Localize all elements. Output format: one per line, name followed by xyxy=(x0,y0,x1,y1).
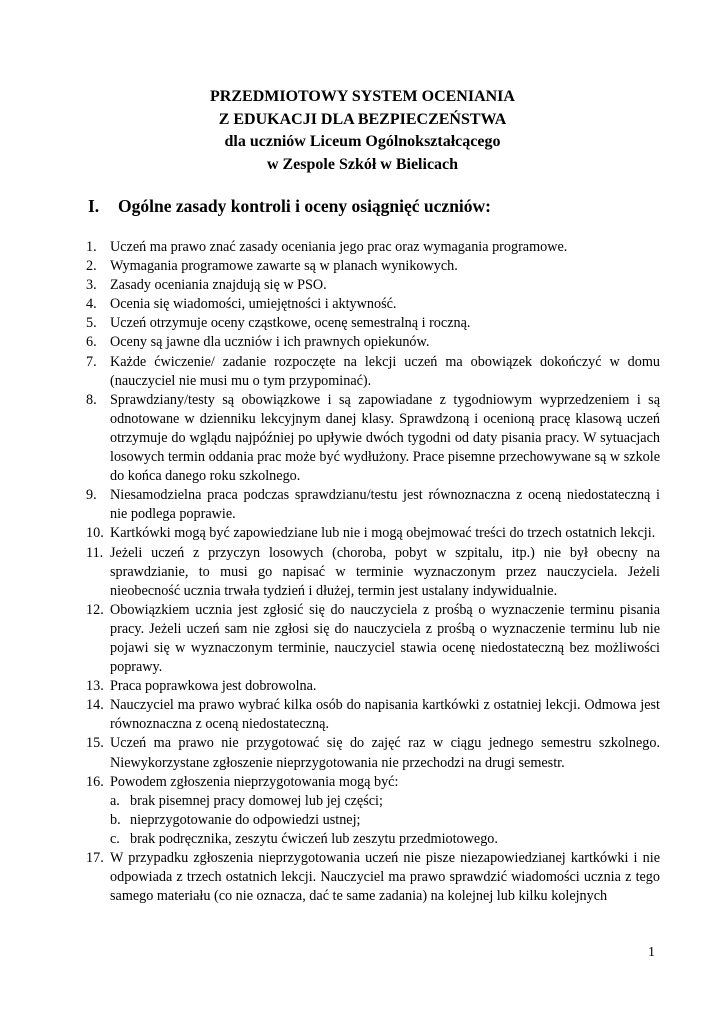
item-number: 8. xyxy=(86,391,97,408)
list-item xyxy=(86,295,660,314)
section-number: I. xyxy=(88,196,100,216)
item-number: 14. xyxy=(86,697,104,714)
list-item xyxy=(86,734,660,772)
item-text: Niesamodzielna praca podczas sprawdzianu/testu jest równoznaczna z oceną niedostateczną i nie podlega poprawie. xyxy=(110,487,660,523)
item-text: Powodem zgłoszenia nieprzygotowania mogą być: xyxy=(110,773,399,790)
section-heading-text: Ogólne zasady kontroli i oceny osiągnięć uczniów: xyxy=(118,196,492,216)
item-text: Ocenia się wiadomości, umiejętności i aktywność. xyxy=(110,296,397,313)
list-item xyxy=(86,314,660,333)
item-text: Nauczyciel ma prawo wybrać kilka osób do napisania kartkówki z ostatniej lekcji. Odmowa jest równoznaczna z oceną niedostateczną. xyxy=(110,697,660,733)
item-number: 5. xyxy=(86,315,97,332)
item-text: W przypadku zgłoszenia nieprzygotowania uczeń nie pisze niezapowiedzianej kartkówki i nie odpowiada z trzech ostatnich lekcji. Nauczyciel ma prawo sprawdzić wiadomości ucznia z tego samego materiału (co nie oznacza, dać te same zadania) na kolejnej lub kilku kolejnych xyxy=(110,850,660,905)
page-number: 1 xyxy=(648,945,655,960)
sub-item-text: nieprzygotowanie do odpowiedzi ustnej; xyxy=(130,811,361,828)
item-number: 15. xyxy=(86,735,104,752)
document-title xyxy=(0,86,725,176)
item-number: 1. xyxy=(86,239,97,255)
item-number: 4. xyxy=(86,296,97,313)
item-text: Uczeń otrzymuje oceny cząstkowe, ocenę semestralną i roczną. xyxy=(110,315,471,332)
sub-list-item xyxy=(110,830,660,849)
item-number: 10. xyxy=(86,525,104,542)
list-item xyxy=(86,524,660,543)
item-number: 16. xyxy=(86,773,104,790)
item-text: Każde ćwiczenie/ zadanie rozpoczęte na lekcji uczeń ma obowiązek dokończyć w domu (nauczyciel nie musi mu o tym przypominać). xyxy=(110,353,660,389)
item-number: 12. xyxy=(86,601,104,618)
item-number: 3. xyxy=(86,277,97,294)
item-text: Uczeń ma prawo nie przygotować się do zajęć raz w ciągu jednego semestru szkolnego. Niewykorzystane zgłoszenie nieprzygotowania nie przechodzi na drugi semestr. xyxy=(110,735,660,771)
item-number: 13. xyxy=(86,678,104,695)
list-item xyxy=(86,238,660,257)
item-number: 6. xyxy=(86,334,97,351)
list-item xyxy=(86,849,660,906)
list-item xyxy=(86,333,660,352)
list-item xyxy=(86,353,660,391)
list-item xyxy=(86,486,660,524)
item-number: 11. xyxy=(86,544,104,561)
list-item xyxy=(86,773,660,792)
item-text: Praca poprawkowa jest dobrowolna. xyxy=(110,678,317,695)
item-text: Oceny są jawne dla uczniów i ich prawnych opiekunów. xyxy=(110,334,430,351)
item-number: 9. xyxy=(86,487,97,504)
item-text: Zasady oceniania znajdują się w PSO. xyxy=(110,277,327,294)
sub-item-letter: a. xyxy=(110,792,120,809)
title-line-2: Z EDUKACJI DLA BEZPIECZEŃSTWA xyxy=(218,110,507,128)
list-item xyxy=(86,601,660,677)
item-text: Kartkówki mogą być zapowiedziane lub nie i mogą obejmować treści do trzech ostatnich lekcji. xyxy=(110,525,656,542)
sub-item-text: brak podręcznika, zeszytu ćwiczeń lub zeszytu przedmiotowego. xyxy=(130,830,498,847)
sub-item-text: brak pisemnej pracy domowej lub jej części; xyxy=(130,792,383,809)
title-line-3: dla uczniów Liceum Ogólnokształcącego xyxy=(224,133,501,150)
sub-item-letter: b. xyxy=(110,811,121,828)
item-number: 7. xyxy=(86,353,97,370)
item-number: 17. xyxy=(86,850,104,866)
section-heading xyxy=(88,196,491,217)
list-item xyxy=(86,696,660,734)
rules-list xyxy=(86,238,660,906)
list-item xyxy=(86,257,660,276)
sub-list-item xyxy=(110,792,660,811)
title-line-4: w Zespole Szkół w Bielicach xyxy=(266,155,459,173)
list-item xyxy=(86,544,660,601)
item-number: 2. xyxy=(86,258,97,275)
list-item xyxy=(86,391,660,486)
item-text: Uczeń ma prawo znać zasady oceniania jego prac oraz wymagania programowe. xyxy=(110,239,568,255)
item-text: Wymagania programowe zawarte są w planach wynikowych. xyxy=(110,258,458,275)
sub-item-letter: c. xyxy=(110,830,120,847)
item-text: Jeżeli uczeń z przyczyn losowych (choroba, pobyt w szpitalu, itp.) nie był obecny na sprawdzianie, to musi go napisać w terminie wyznaczonym przez nauczyciela. Jeżeli nieobecność ucznia trwała tydzień i dłużej, termin jest ustalany indywidualnie. xyxy=(110,544,660,599)
title-line-1: PRZEDMIOTOWY SYSTEM OCENIANIA xyxy=(210,88,515,105)
sub-list-item xyxy=(110,811,660,830)
item-text: Sprawdziany/testy są obowiązkowe i są zapowiadane z tygodniowym wyprzedzeniem i są odnotowane w dzienniku lekcyjnym danej klasy. Sprawdzoną i ocenioną pracę klasową uczeń otrzymuje do wglądu najpóźniej po upływie dwóch tygodni od daty pisania pracy. W sytuacjach losowych termin oddania prac może być wydłużony. Prace pisemne przechowywane są w szkole do końca danego roku szkolnego. xyxy=(110,391,660,485)
list-item xyxy=(86,276,660,295)
list-item xyxy=(86,677,660,696)
item-text: Obowiązkiem ucznia jest zgłosić się do nauczyciela z prośbą o wyznaczenie terminu pisania pracy. Jeżeli uczeń sam nie zgłosi się do nauczyciela z prośbą o wyznaczenie terminu lub nie pojawi się w wyznaczonym terminie, nauczyciel stawia ocenę niedostateczną bez możliwości poprawy. xyxy=(110,601,660,676)
